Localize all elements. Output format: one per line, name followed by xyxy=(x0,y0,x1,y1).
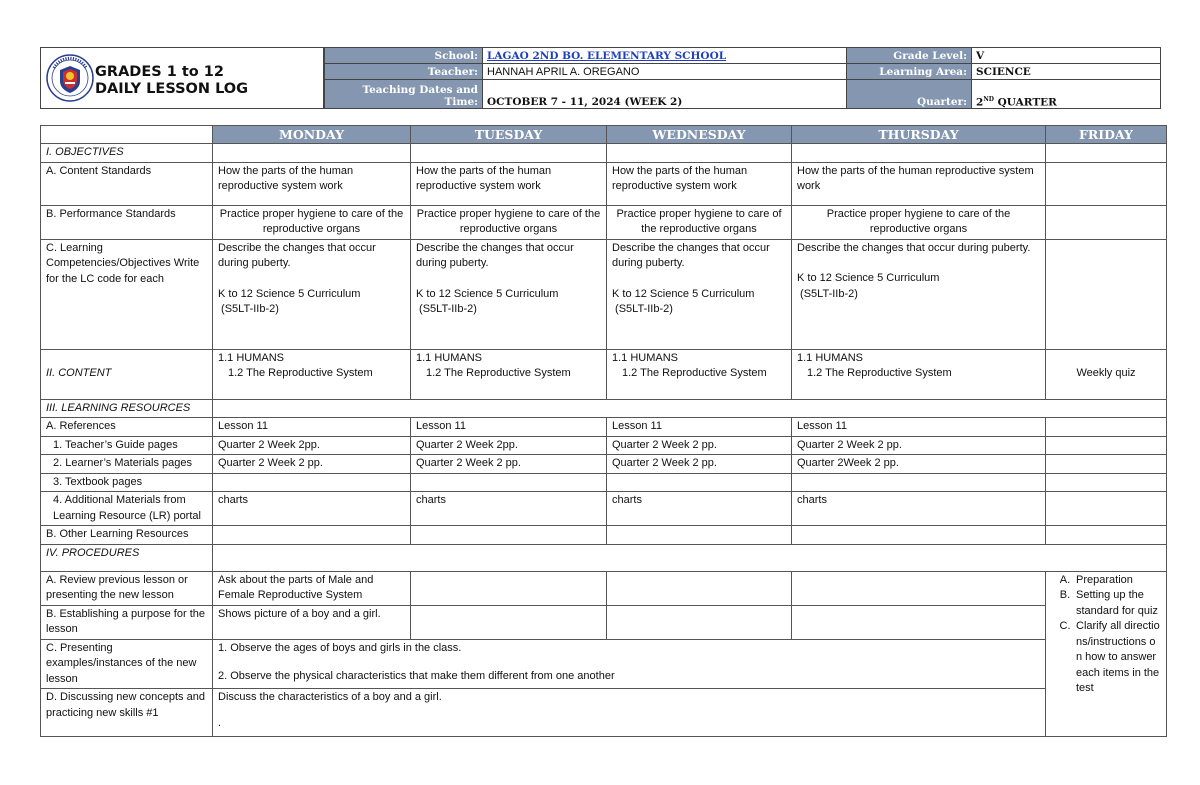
empty-cell xyxy=(213,144,411,163)
references-thursday: Lesson 11 xyxy=(792,418,1046,437)
competencies-tuesday xyxy=(411,239,607,349)
list-item xyxy=(1054,588,1161,619)
empty-cell xyxy=(607,526,792,545)
content-wednesday xyxy=(607,349,792,399)
empty-cell xyxy=(213,526,411,545)
day-tuesday: TUESDAY xyxy=(411,126,607,144)
day-header-row xyxy=(41,126,1167,144)
row-label: A. Content Standards xyxy=(41,162,213,205)
performance-standards-row xyxy=(41,205,1167,239)
resources-section-label: III. LEARNING RESOURCES xyxy=(41,399,213,418)
empty-cell xyxy=(213,473,411,492)
performance-standards-monday: Practice proper hygiene to care of the reproductive organs xyxy=(213,205,411,239)
learners-materials-tuesday: Quarter 2 Week 2 pp. xyxy=(411,455,607,474)
lesson-log-header xyxy=(40,47,1160,111)
presenting-line-1: 1. Observe the ages of boys and girls in the class. xyxy=(218,641,462,654)
list-text: Preparation xyxy=(1076,573,1133,586)
teachers-guide-wednesday: Quarter 2 Week 2 pp. xyxy=(607,436,792,455)
discussing-row xyxy=(41,689,1167,737)
list-text: Setting up the standard for quiz xyxy=(1076,589,1158,617)
empty-cell xyxy=(411,571,607,605)
day-monday: MONDAY xyxy=(213,126,411,144)
row-label: C. Learning Competencies/Objectives Write for the LC code for each xyxy=(41,239,213,349)
procedures-section-label: IV. PROCEDURES xyxy=(41,544,213,571)
brand-line-2: DAILY LESSON LOG xyxy=(95,81,249,97)
brand-title xyxy=(95,64,248,98)
empty-cell xyxy=(792,473,1046,492)
other-resources-row xyxy=(41,526,1167,545)
lc-code: (S5LT-IIb-2) xyxy=(797,287,858,300)
brand-box xyxy=(40,47,324,109)
content-standards-thursday: How the parts of the human reproductive system work xyxy=(792,162,1046,205)
content-subtopic: 1.2 The Reproductive System xyxy=(228,367,373,379)
empty-cell xyxy=(1046,144,1167,163)
content-subtopic: 1.2 The Reproductive System xyxy=(807,367,952,379)
row-label: A. Review previous lesson or presenting the new lesson xyxy=(41,571,213,605)
brand-line-1: GRADES 1 to 12 xyxy=(95,64,224,80)
dates-label xyxy=(325,80,483,109)
additional-monday: charts xyxy=(213,492,411,526)
references-row xyxy=(41,418,1167,437)
curriculum-text: K to 12 Science 5 Curriculum xyxy=(797,272,940,284)
list-marker: A. xyxy=(1059,573,1071,586)
review-row xyxy=(41,571,1167,605)
teachers-guide-monday: Quarter 2 Week 2pp. xyxy=(213,436,411,455)
row-label: B. Performance Standards xyxy=(41,205,213,239)
empty-cell xyxy=(607,144,792,163)
empty-cell xyxy=(1046,526,1167,545)
friday-procedure-list xyxy=(1054,573,1161,697)
content-topic: 1.1 HUMANS xyxy=(797,351,864,364)
quarter-value xyxy=(972,80,1161,109)
empty-cell xyxy=(792,571,1046,605)
additional-materials-row xyxy=(41,492,1167,526)
performance-standards-friday xyxy=(1046,205,1167,239)
performance-standards-thursday: Practice proper hygiene to care of the reproductive organs xyxy=(792,205,1046,239)
objectives-section-label: I. OBJECTIVES xyxy=(41,144,213,163)
textbook-row xyxy=(41,473,1167,492)
references-tuesday: Lesson 11 xyxy=(411,418,607,437)
content-topic: 1.1 HUMANS xyxy=(218,351,285,364)
discussing-cell xyxy=(213,689,1046,737)
content-row xyxy=(41,349,1167,399)
competency-text: Describe the changes that occur during puberty. xyxy=(797,241,1031,254)
content-topic: 1.1 HUMANS xyxy=(612,351,679,364)
empty-cell xyxy=(411,526,607,545)
procedures-friday xyxy=(1046,571,1167,737)
references-friday xyxy=(1046,418,1167,437)
lc-code: (S5LT-IIb-2) xyxy=(612,303,673,315)
header-info-table xyxy=(324,47,1161,109)
content-standards-monday: How the parts of the human reproductive system work xyxy=(213,162,411,205)
empty-cell xyxy=(792,605,1046,639)
review-monday: Ask about the parts of Male and Female Reproductive System xyxy=(213,571,411,605)
school-link[interactable]: LAGAO 2ND BO. ELEMENTARY SCHOOL xyxy=(487,49,727,62)
row-label: 4. Additional Materials from Learning Resource (LR) portal xyxy=(41,492,213,526)
learners-materials-thursday: Quarter 2Week 2 pp. xyxy=(792,455,1046,474)
content-standards-row xyxy=(41,162,1167,205)
references-monday: Lesson 11 xyxy=(213,418,411,437)
empty-cell xyxy=(411,605,607,639)
teachers-guide-friday xyxy=(1046,436,1167,455)
competency-text: Describe the changes that occur during puberty. xyxy=(416,241,574,269)
dates-label-line-2: Time: xyxy=(444,96,478,108)
day-wednesday: WEDNESDAY xyxy=(607,126,792,144)
row-label: C. Presenting examples/instances of the new lesson xyxy=(41,639,213,689)
row-label: 1. Teacher’s Guide pages xyxy=(41,436,213,455)
content-standards-friday xyxy=(1046,162,1167,205)
performance-standards-tuesday: Practice proper hygiene to care of the reproductive organs xyxy=(411,205,607,239)
empty-cell xyxy=(213,399,1167,418)
presenting-cell xyxy=(213,639,1046,689)
competency-text: Describe the changes that occur during puberty. xyxy=(612,241,770,269)
row-label: 3. Textbook pages xyxy=(41,473,213,492)
grade-value: V xyxy=(972,48,1161,64)
corner-cell xyxy=(41,126,213,144)
resources-section-row xyxy=(41,399,1167,418)
list-item xyxy=(1054,573,1161,589)
empty-cell xyxy=(607,473,792,492)
learners-materials-monday: Quarter 2 Week 2 pp. xyxy=(213,455,411,474)
row-label: 2. Learner’s Materials pages xyxy=(41,455,213,474)
teachers-guide-tuesday: Quarter 2 Week 2pp. xyxy=(411,436,607,455)
grade-label: Grade Level: xyxy=(847,48,972,64)
additional-tuesday: charts xyxy=(411,492,607,526)
list-marker: B. xyxy=(1059,589,1071,601)
dates-label-line-1: Teaching Dates and xyxy=(362,84,478,96)
purpose-monday: Shows picture of a boy and a girl. xyxy=(213,605,411,639)
learners-materials-friday xyxy=(1046,455,1167,474)
purpose-row xyxy=(41,605,1167,639)
procedures-section-row xyxy=(41,544,1167,571)
content-subtopic: 1.2 The Reproductive System xyxy=(426,367,571,379)
quarter-number: 2 xyxy=(976,96,984,108)
empty-cell xyxy=(792,526,1046,545)
empty-cell xyxy=(607,605,792,639)
list-text: Clarify all directions/instructions on how to answer each items in the test xyxy=(1076,620,1160,694)
references-wednesday: Lesson 11 xyxy=(607,418,792,437)
quarter-suffix: ND xyxy=(983,95,994,103)
presenting-row xyxy=(41,639,1167,689)
discussing-line-1: Discuss the characteristics of a boy and a girl. xyxy=(218,691,442,703)
competencies-wednesday xyxy=(607,239,792,349)
lc-code: (S5LT-IIb-2) xyxy=(416,303,477,315)
curriculum-text: K to 12 Science 5 Curriculum xyxy=(218,287,361,300)
competency-text: Describe the changes that occur during puberty. xyxy=(218,241,376,269)
row-label: B. Other Learning Resources xyxy=(41,526,213,545)
deped-seal-icon xyxy=(46,54,94,102)
competencies-thursday xyxy=(792,239,1046,349)
content-standards-wednesday: How the parts of the human reproductive system work xyxy=(607,162,792,205)
content-standards-tuesday: How the parts of the human reproductive system work xyxy=(411,162,607,205)
empty-cell xyxy=(213,544,1167,571)
content-tuesday xyxy=(411,349,607,399)
area-label: Learning Area: xyxy=(847,64,972,80)
school-label: School: xyxy=(325,48,483,64)
content-subtopic: 1.2 The Reproductive System xyxy=(622,367,767,379)
empty-cell xyxy=(607,571,792,605)
content-friday: Weekly quiz xyxy=(1046,349,1167,399)
competencies-friday xyxy=(1046,239,1167,349)
competencies-monday xyxy=(213,239,411,349)
curriculum-text: K to 12 Science 5 Curriculum xyxy=(416,287,559,300)
competencies-row xyxy=(41,239,1167,349)
list-item xyxy=(1054,619,1161,697)
list-marker: C. xyxy=(1059,620,1071,632)
teacher-value: HANNAH APRIL A. OREGANO xyxy=(483,64,847,80)
content-monday xyxy=(213,349,411,399)
empty-cell xyxy=(411,144,607,163)
empty-cell xyxy=(792,144,1046,163)
learners-materials-row xyxy=(41,455,1167,474)
school-value xyxy=(483,48,847,64)
lc-code: (S5LT-IIb-2) xyxy=(218,303,279,315)
content-section-label: II. CONTENT xyxy=(41,349,213,399)
quarter-label: Quarter: xyxy=(847,80,972,109)
content-thursday xyxy=(792,349,1046,399)
learners-materials-wednesday: Quarter 2 Week 2 pp. xyxy=(607,455,792,474)
lesson-log-table xyxy=(40,125,1167,737)
additional-thursday: charts xyxy=(792,492,1046,526)
empty-cell xyxy=(1046,473,1167,492)
presenting-line-2: 2. Observe the physical characteristics that make them different from one another xyxy=(218,670,615,682)
teachers-guide-thursday: Quarter 2 Week 2 pp. xyxy=(792,436,1046,455)
additional-wednesday: charts xyxy=(607,492,792,526)
objectives-section-row xyxy=(41,144,1167,163)
teacher-label: Teacher: xyxy=(325,64,483,80)
row-label: B. Establishing a purpose for the lesson xyxy=(41,605,213,639)
teachers-guide-row xyxy=(41,436,1167,455)
area-value: SCIENCE xyxy=(972,64,1161,80)
row-label: A. References xyxy=(41,418,213,437)
quarter-word: QUARTER xyxy=(994,96,1057,108)
discussing-line-2: . xyxy=(218,716,222,729)
dates-value: OCTOBER 7 - 11, 2024 (WEEK 2) xyxy=(483,80,847,109)
row-label: D. Discussing new concepts and practicing new skills #1 xyxy=(41,689,213,737)
additional-friday xyxy=(1046,492,1167,526)
day-thursday: THURSDAY xyxy=(792,126,1046,144)
curriculum-text: K to 12 Science 5 Curriculum xyxy=(612,287,755,300)
performance-standards-wednesday: Practice proper hygiene to care of the reproductive organs xyxy=(607,205,792,239)
empty-cell xyxy=(411,473,607,492)
content-topic: 1.1 HUMANS xyxy=(416,351,483,364)
day-friday: FRIDAY xyxy=(1046,126,1167,144)
